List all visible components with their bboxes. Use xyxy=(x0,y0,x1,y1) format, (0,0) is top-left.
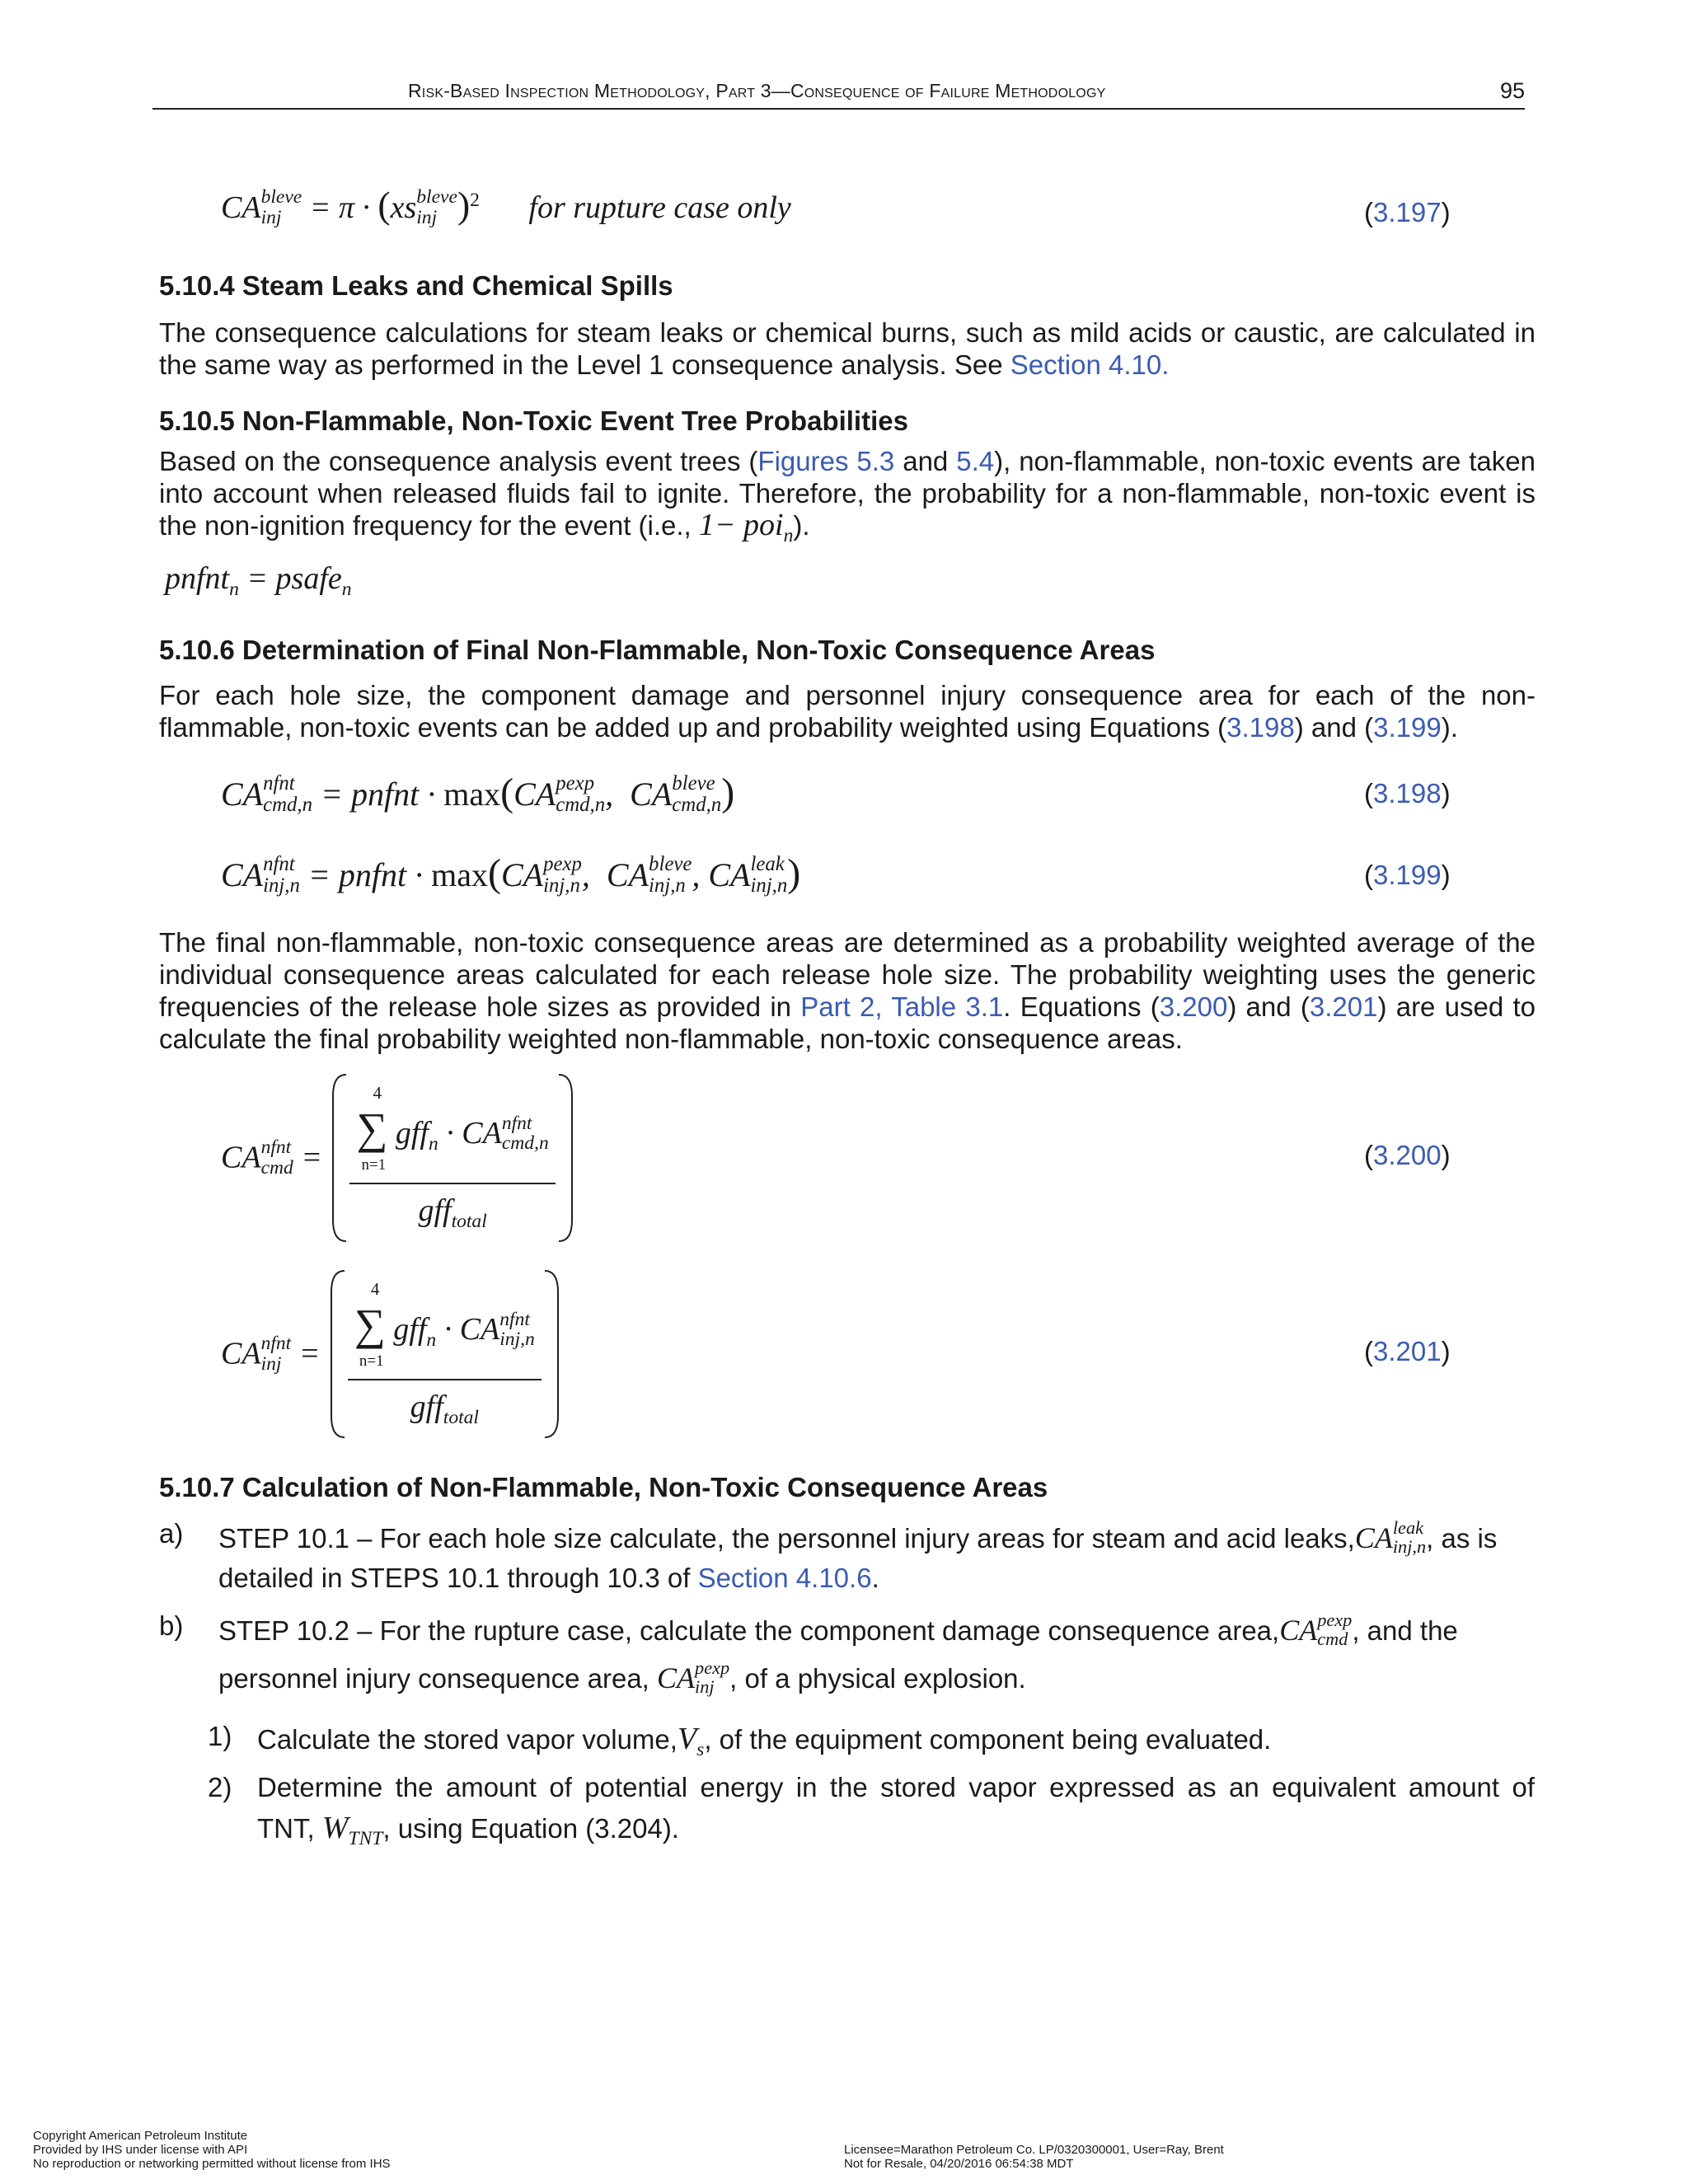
paragraph-5-10-5: Based on the consequence analysis event trees (Figures 5.3 and 5.4), non-flammable, non-toxic events are taken into account when released fluids fail to ignite. Therefore, the probability for a non-flammable, non-toxic event is the non-ignition frequency for the event (i.e., 1− poi$_n$). xyxy=(159,446,1536,547)
section-heading-5-10-6: 5.10.6 Determination of Final Non-Flammable, Non-Toxic Consequence Areas xyxy=(159,635,1156,665)
page-number: 95 xyxy=(1499,78,1525,103)
equation-3-197: CAbleve inj = π · (xsbleve inj )$^2$ for rupture case only xyxy=(221,184,791,229)
step-10-1: STEP 10.1 – For each hole size calculate, the personnel injury areas for steam and acid leaks,CAleak inj,n, as is xyxy=(218,1517,1498,1558)
paragraph-weighted-average: The final non-flammable, non-toxic consequence areas are determined as a probability weighted average of the individual consequence areas calculated for each release hole size. The probability weighting uses the generic frequencies of the release hole sizes as provided in Part 2, Table 3.1. Equations (3.200) and (3.201) are used to calculate the final probability weighted non-flammable, non-toxic consequence areas. xyxy=(159,927,1536,1054)
running-header xyxy=(152,78,1525,110)
paragraph-5-10-4: The consequence calculations for steam leaks or chemical burns, such as mild acids or caustic, are calculated in the same way as performed in the Level 1 consequence analysis. See Section 4.10. xyxy=(159,317,1536,380)
equation-number-3-198: (3.198) xyxy=(1364,778,1451,808)
sub-step-1: Calculate the stored vapor $volume,V_s$, of the equipment component being evaluated. xyxy=(257,1722,1272,1761)
figure-link[interactable]: Figures 5.3 xyxy=(757,446,895,476)
footer-license: Licensee=Marathon Petroleum Co. LP/0320300001, User=Ray, Brent Not for Resale, 04/20/2016 06:54:38 MDT xyxy=(844,2143,1224,2171)
paragraph-5-10-6: For each hole size, the component damage and personnel injury consequence area for each of the non-flammable, non-toxic events can be added up and probability weighted using Equations (3.198) and (3.199). xyxy=(159,680,1536,743)
equation-note: for rupture case only xyxy=(528,190,791,225)
step-10-2-cont: personnel injury consequence area, CApexp inj , of a physical explosion. xyxy=(218,1657,1026,1698)
equation-3-200: CAnfnt cmd = 4 ∑ gff$_n$ · CAnfnt cmd,n n=1 gff$_{total}$ xyxy=(221,1071,575,1244)
equation-number-3-201: (3.201) xyxy=(1364,1336,1451,1366)
section-heading-5-10-4: 5.10.4 Steam Leaks and Chemical Spills xyxy=(159,270,673,301)
figure-link[interactable]: 5.4 xyxy=(956,446,995,476)
footer-copyright: Copyright American Petroleum Institute Provided by IHS under license with API No reproduction or networking permitted without license from IHS xyxy=(33,2129,391,2171)
equation-3-198: CAnfnt cmd,n = pnfnt · max(CApexp cmd,n, CAbleve cmd,n) xyxy=(221,771,735,817)
equation-3-199: CAnfnt inj,n = pnfnt · max(CApexp inj,n, CAbleve inj,n , CAleak inj,n) xyxy=(221,851,801,898)
equation-number-3-200: (3.200) xyxy=(1364,1140,1451,1170)
step-10-2: STEP 10.2 – For the rupture case, calculate the component damage consequence area,CApexp cmd , and the xyxy=(218,1610,1458,1650)
section-heading-5-10-5: 5.10.5 Non-Flammable, Non-Toxic Event Tree Probabilities xyxy=(159,405,908,436)
list-label-b: b) xyxy=(159,1610,184,1641)
step-10-1-cont: detailed in STEPS 10.1 through 10.3 of Section 4.10.6. xyxy=(218,1563,879,1593)
equation-3-201: CAnfnt inj = 4 ∑ gff$_n$ · CAnfnt inj,n n=1 gff$_{total}$ xyxy=(221,1268,561,1441)
equation-pnfnt: pnfnt$_n$ = psafe$_n$ xyxy=(165,561,352,601)
section-link[interactable]: Section 4.10. xyxy=(1010,349,1170,380)
sub-step-2-cont: TNT, $W_{TNT}$, using Equation (3.204). xyxy=(257,1811,679,1850)
equation-number-3-199: (3.199) xyxy=(1364,860,1451,890)
list-label-1: 1) xyxy=(208,1721,232,1751)
list-label-a: a) xyxy=(159,1518,184,1549)
sub-step-2: Determine the amount of potential energy in the stored vapor expressed as an equivalent amount of xyxy=(257,1772,1535,1802)
section-heading-5-10-7: 5.10.7 Calculation of Non-Flammable, Non-Toxic Consequence Areas xyxy=(159,1472,1048,1502)
list-label-2: 2) xyxy=(208,1772,232,1802)
header-title: Risk-Based Inspection Methodology, Part 3—Consequence of Failure Methodology xyxy=(408,80,1106,101)
equation-number-3-197: (3.197) xyxy=(1364,197,1451,227)
section-link[interactable]: Section 4.10.6 xyxy=(697,1563,872,1593)
